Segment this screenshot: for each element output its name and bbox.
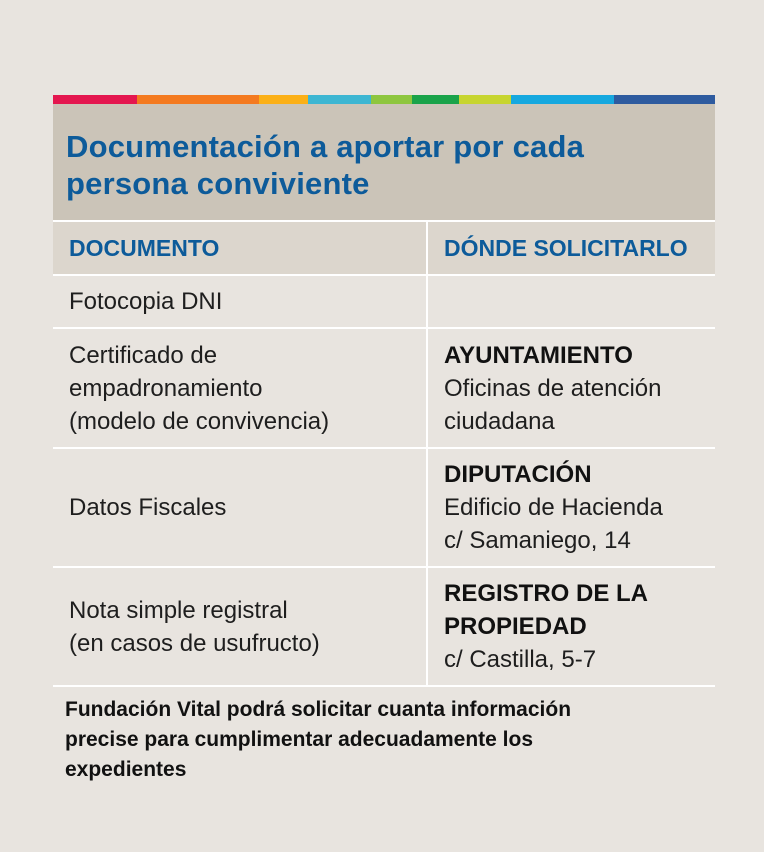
title-line-2: persona conviviente bbox=[66, 166, 370, 201]
color-stripe bbox=[53, 95, 715, 104]
where-detail: c/ Samaniego, 14 bbox=[444, 527, 631, 554]
documents-table bbox=[53, 222, 715, 687]
document-cell bbox=[53, 567, 427, 686]
where-cell bbox=[427, 275, 715, 328]
footer-note bbox=[65, 695, 705, 785]
stripe-segment-yellow-green bbox=[459, 95, 511, 104]
document-cell bbox=[53, 275, 427, 328]
where-cell bbox=[427, 448, 715, 567]
where-institution: AYUNTAMIENTO bbox=[444, 341, 633, 369]
title-line-1: Documentación a aportar por cada bbox=[66, 129, 585, 164]
stripe-segment-cyan bbox=[308, 95, 371, 104]
where-institution: REGISTRO DE LA bbox=[444, 580, 649, 607]
footer-line-1: Fundación Vital podrá solicitar cuanta información bbox=[65, 698, 572, 721]
stripe-segment-yellow bbox=[259, 95, 308, 104]
footer-line-3: expedientes bbox=[65, 758, 187, 781]
documentation-card bbox=[53, 95, 715, 785]
stripe-segment-green bbox=[412, 95, 459, 104]
column-header-document: DOCUMENTO bbox=[53, 222, 427, 275]
document-cell bbox=[53, 328, 427, 448]
document-line: Certificado de bbox=[69, 341, 218, 369]
where-cell bbox=[427, 567, 715, 686]
stripe-segment-lime bbox=[371, 95, 412, 104]
table-row bbox=[53, 448, 715, 567]
where-detail: Oficinas de atención bbox=[444, 374, 662, 402]
where-institution: PROPIEDAD bbox=[444, 613, 587, 640]
document-line: Datos Fiscales bbox=[69, 494, 227, 521]
title-box bbox=[53, 104, 715, 222]
document-line: Nota simple registral bbox=[69, 596, 288, 624]
where-detail: Edificio de Hacienda bbox=[444, 494, 663, 521]
stripe-segment-orange bbox=[137, 95, 259, 104]
table-row bbox=[53, 328, 715, 448]
where-cell bbox=[427, 328, 715, 448]
document-cell bbox=[53, 448, 427, 567]
footer-line-2: precise para cumplimentar adecuadamente los bbox=[65, 728, 534, 751]
stripe-segment-blue bbox=[614, 95, 715, 104]
table-row bbox=[53, 275, 715, 328]
document-line: (modelo de convivencia) bbox=[69, 407, 330, 435]
table-header-row bbox=[53, 222, 715, 275]
table-row bbox=[53, 567, 715, 686]
document-line: empadronamiento bbox=[69, 374, 263, 402]
where-detail: c/ Castilla, 5-7 bbox=[444, 646, 597, 673]
page-title bbox=[66, 128, 701, 202]
stripe-segment-sky bbox=[511, 95, 614, 104]
column-header-where: DÓNDE SOLICITARLO bbox=[427, 222, 715, 275]
document-line: (en casos de usufructo) bbox=[69, 629, 320, 657]
stripe-segment-red bbox=[53, 95, 137, 104]
where-detail: ciudadana bbox=[444, 407, 555, 435]
document-line: Fotocopia DNI bbox=[69, 288, 223, 315]
where-institution: DIPUTACIÓN bbox=[444, 461, 592, 488]
